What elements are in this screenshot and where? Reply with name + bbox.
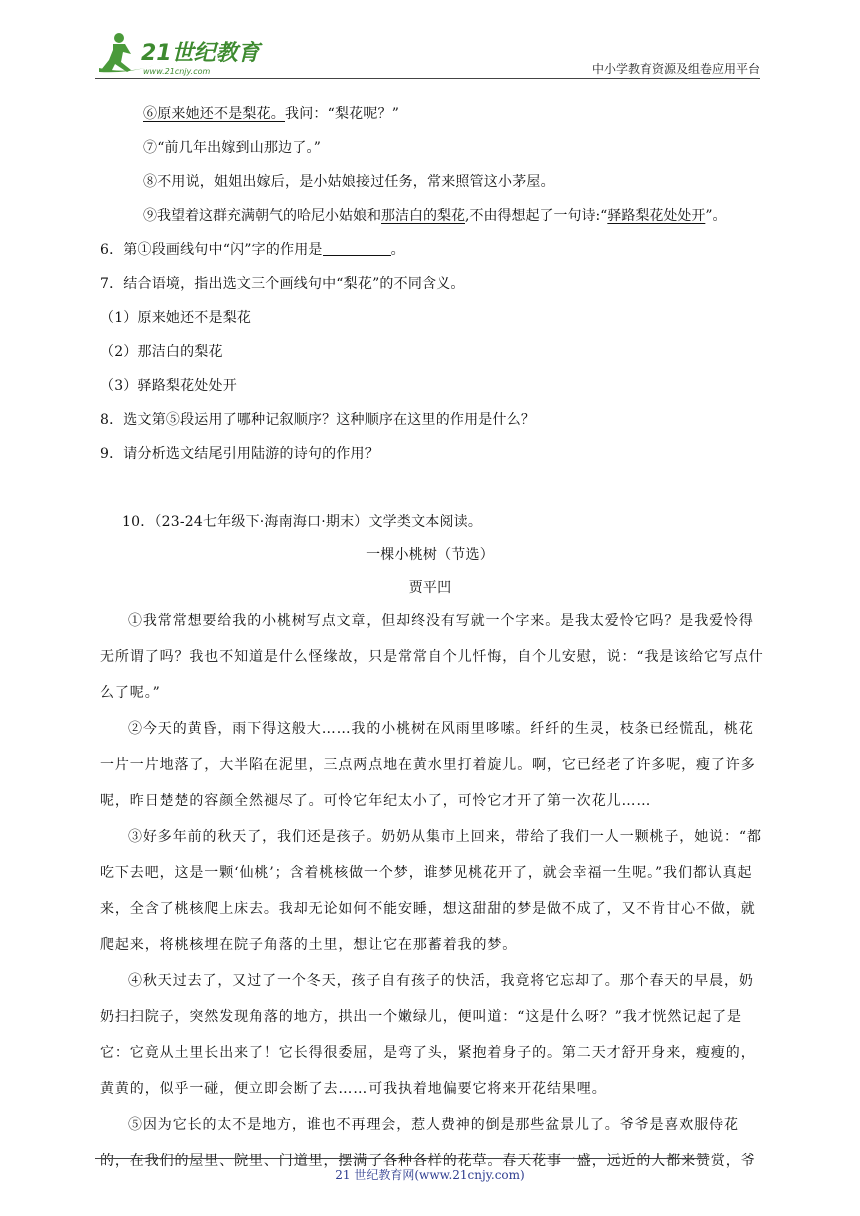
passage-line-8: ⑧不用说，姐姐出嫁后，是小姑娘接过任务，常来照管这小茅屋。 bbox=[143, 174, 555, 190]
question-6-end: 。 bbox=[390, 242, 405, 258]
underlined-sentence-1: ⑥原来她还不是梨花。 bbox=[143, 106, 285, 122]
passage-line-9 bbox=[143, 206, 727, 226]
text: ,不由得想起了一句诗:“ bbox=[465, 208, 608, 224]
paragraph-4: ④秋天过去了，又过了一个冬天，孩子自有孩子的快活，我竟将它忘却了。那个春天的早晨，奶奶扫扫院子，突然发现角落的地方，拱出一个嫩绿儿，便叫道：“这是什么呀？”我才恍然记起了是它：它竟从土里长出来了！它长得很委屈，是弯了头，紧抱着身子的。第二天才舒开身来，瘦瘦的，黄黄的，似乎一碰，便立即会断了去……可我执着地偏要它将来开花结果哩。 bbox=[100, 973, 756, 1097]
svg-text:www.21cnjy.com: www.21cnjy.com bbox=[143, 67, 211, 76]
logo-icon bbox=[95, 30, 265, 78]
question-8: 8．选文第⑤段运用了哪种记叙顺序？这种顺序在这里的作用是什么？ bbox=[100, 412, 536, 428]
article-body bbox=[100, 603, 764, 1179]
paragraph-1: ①我常常想要给我的小桃树写点文章，但却终没有写就一个字来。是我太爱怜它吗？是我爱怜得无所谓了吗？我也不知道是什么怪缘故，只是常常自个儿忏悔，自个儿安慰，说：“我是该给它写点什么了呢。” bbox=[100, 613, 764, 701]
answer-blank[interactable] bbox=[323, 241, 391, 256]
footer-divider bbox=[95, 1158, 707, 1159]
text: 我问：“梨花呢？” bbox=[285, 106, 400, 122]
paragraph-3: ③好多年前的秋天了，我们还是孩子。奶奶从集市上回来，带给了我们一人一颗桃子，她说：“都吃下去吧，这是一颗‘仙桃’；含着桃核做一个梦，谁梦见桃花开了，就会幸福一生呢。”我们都认真起来，全含了桃核爬上床去。我却无论如何不能安睡，想这甜甜的梦是做不成了，又不肯甘心不做，就爬起来，将桃核埋在院子角落的土里，想让它在那蓄着我的梦。 bbox=[100, 829, 762, 953]
paragraph-5: ⑤因为它长的太不是地方，谁也不再理会，惹人费神的倒是那些盆景儿了。爷爷是喜欢服侍花的，在我们的屋里、院里、门道里，摆满了各种各样的花草。春天花事一盛，远近的人都来赞赏，爷 bbox=[100, 1117, 756, 1169]
footer-link[interactable]: 21 世纪教育网(www.21cnjy.com) bbox=[335, 1168, 525, 1182]
question-10-intro: 10．（23-24七年级下·海南海口·期末）文学类文本阅读。 bbox=[122, 514, 483, 530]
header-divider bbox=[95, 78, 760, 79]
underlined-sentence-2: 那洁白的梨花 bbox=[381, 208, 465, 224]
question-7-item-3: （3）驿路梨花处处开 bbox=[100, 378, 237, 394]
article-title: 一棵小桃树（节选） bbox=[366, 547, 494, 563]
page-header bbox=[95, 30, 760, 80]
paragraph-2: ②今天的黄昏，雨下得这般大……我的小桃树在风雨里哆嗦。纤纤的生灵，枝条已经慌乱，桃花一片一片地落了，大半陷在泥里，三点两点地在黄水里打着旋儿。啊，它已经老了许多呢，瘦了许多呢，昨日楚楚的容颜全然褪尽了。可怜它年纪太小了，可怜它才开了第一次花儿…… bbox=[100, 721, 756, 809]
svg-text:21世纪教育: 21世纪教育 bbox=[141, 41, 260, 66]
question-6-text: 6．第①段画线句中“闪”字的作用是 bbox=[100, 242, 323, 258]
question-7: 7．结合语境，指出选文三个画线句中“梨花”的不同含义。 bbox=[100, 276, 465, 292]
question-9: 9．请分析选文结尾引用陆游的诗句的作用？ bbox=[100, 446, 379, 462]
question-6 bbox=[100, 240, 405, 260]
underlined-sentence-3: 驿路梨花处处开 bbox=[607, 208, 706, 224]
question-7-item-1: （1）原来她还不是梨花 bbox=[100, 310, 252, 326]
passage-line-6 bbox=[143, 104, 399, 124]
text: ”。 bbox=[705, 208, 727, 224]
article-author: 贾平凹 bbox=[408, 580, 452, 596]
platform-name: 中小学教育资源及组卷应用平台 bbox=[591, 62, 760, 76]
text: ⑨我望着这群充满朝气的哈尼小姑娘和 bbox=[143, 208, 381, 224]
passage-line-7: ⑦“前几年出嫁到山那边了。” bbox=[143, 140, 322, 156]
question-7-item-2: （2）那洁白的梨花 bbox=[100, 344, 223, 360]
